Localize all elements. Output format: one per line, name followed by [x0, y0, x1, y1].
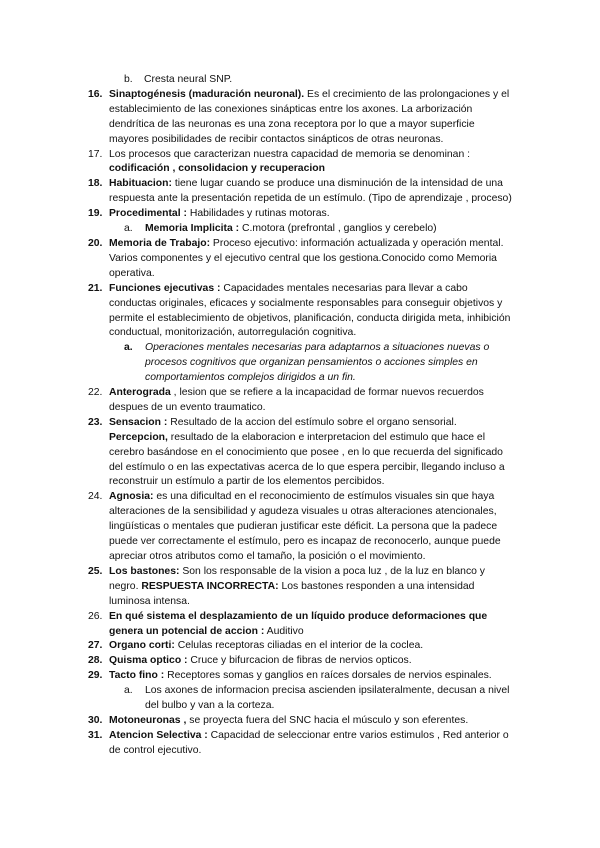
list-number: 24.: [88, 491, 103, 503]
term: Sinaptogénesis (maduración neuronal).: [109, 88, 305, 100]
definition: Los procesos que caracterizan nuestra capacidad de memoria se denominan :: [109, 148, 470, 160]
list-number: 23.: [88, 416, 103, 428]
list-number: 25.: [88, 565, 103, 577]
list-number: 30.: [88, 714, 103, 726]
term: Anterograda: [109, 387, 171, 399]
definition: es una dificultad en el reconocimiento de estímulos visuales sin que haya alteraciones de la sensibilidad y agudeza visuales u otras alteraciones atencionales, lingüísticas o mentales que pudieran justificar este déficit. La persona que la padece puede ver correctamente el estímulo, pero es incapaz de reconocerlo, aunque puede apreciar otros atributos como el tamaño, la posición o el movimiento.: [109, 491, 501, 562]
list-number: 28.: [88, 655, 103, 667]
list-letter: a.: [124, 342, 133, 354]
list-number: 27.: [88, 640, 103, 652]
definition: se proyecta fuera del SNC hacia el músculo y son eferentes.: [186, 714, 469, 726]
definition: Capacidades mentales necesarias para llevar a cabo conductas originales, eficaces y socialmente responsables para conseguir objetivos y permite el establecimiento de objetivos, planificación, conducta dirigida meta, inhibición conductual, monitorización, autorregulación cognitiva.: [109, 282, 511, 339]
list-item-17: [88, 148, 514, 178]
list-item-19: [88, 207, 514, 222]
term: Percepcion,: [109, 431, 168, 443]
definition: Operaciones mentales necesarias para adaptarnos a situaciones nuevas o procesos cognitivos que organizan pensamientos o acciones simples en comportamientos complejos dirigidos a un fin.: [145, 342, 490, 384]
list-letter: a.: [124, 685, 133, 697]
term: Habituacion:: [109, 178, 172, 190]
list-item-25: [88, 565, 514, 610]
definition: Los bastones responden a una intensidad luminosa intensa.: [109, 580, 475, 607]
list-item-31: [88, 729, 514, 759]
list-item-20: [88, 237, 514, 282]
term: Atencion Selectiva :: [109, 729, 208, 741]
definition: Resultado de la accion del estímulo sobre el organo sensorial.: [167, 416, 457, 428]
list-item-28: [88, 654, 514, 669]
list-number: 18.: [88, 178, 103, 190]
definition: Habilidades y rutinas motoras.: [186, 208, 330, 220]
list-letter: a.: [124, 223, 133, 235]
list-item-27: [88, 639, 514, 654]
term: Funciones ejecutivas :: [109, 282, 221, 294]
list-item-30: [88, 714, 514, 729]
term: codificación , consolidacion y recuperacion: [109, 163, 325, 175]
list-number: 22.: [88, 387, 103, 399]
list-number: 21.: [88, 282, 103, 294]
term: Motoneuronas ,: [109, 714, 187, 726]
list-item-21: [88, 282, 514, 342]
list-subitem-19a: [88, 222, 514, 237]
definition: Es el crecimiento de las prolongaciones y el establecimiento de las conexiones sinápticas entre los axones. La arborización dendrítica de las neuronas es una zona receptora por lo que a mayor superficie mayores posibilidades de recibir contactos sinápticos de otras neuronas.: [109, 88, 510, 145]
definition: Auditivo: [264, 625, 304, 637]
list-item-23: [88, 416, 514, 491]
list-item-18: [88, 177, 514, 207]
list-subitem-21a: [88, 341, 514, 386]
definition: Capacidad de seleccionar entre varios estimulos , Red anterior o de control ejecutivo.: [109, 729, 509, 756]
list-text: Cresta neural SNP.: [144, 74, 233, 85]
definition: Proceso ejecutivo: información actualizada y operación mental. Varios componentes y el ejecutivo central que los gestiona.Conocido como Memoria operativa.: [109, 237, 504, 279]
definition: tiene lugar cuando se produce una disminución de la intensidad de una respuesta ante la presentación repetida de un estímulo. (Tipo de aprendizaje , proceso): [109, 178, 512, 205]
term: Los bastones:: [109, 565, 180, 577]
list-item-24: [88, 490, 514, 565]
list-item-29: [88, 669, 514, 684]
term: RESPUESTA INCORRECTA:: [141, 580, 279, 592]
term: Tacto fino :: [109, 670, 165, 682]
list-item-26: [88, 610, 514, 640]
list-item-22: [88, 386, 514, 416]
definition: Son los responsable de la vision a poca luz , de la luz en blanco y negro.: [109, 565, 485, 592]
list-number: 20.: [88, 237, 103, 249]
definition: C.motora (prefrontal , ganglios y cerebelo): [239, 223, 437, 235]
term: Procedimental :: [109, 208, 187, 220]
definition: Cruce y bifurcacion de fibras de nervios opticos.: [187, 655, 412, 667]
term: Agnosia:: [109, 491, 154, 503]
term: Quisma optico :: [109, 655, 188, 667]
list-letter: b.: [124, 74, 133, 85]
term: En qué sistema el desplazamiento de un líquido produce deformaciones que genera un potencial de accion :: [109, 610, 488, 637]
list-number: 16.: [88, 88, 103, 100]
list-number: 31.: [88, 729, 103, 741]
term: Sensacion :: [109, 416, 168, 428]
list-number: 17.: [88, 148, 103, 160]
term: Organo corti:: [109, 640, 175, 652]
definition: , lesion que se refiere a la incapacidad de formar nuevos recuerdos despues de un evento traumatico.: [109, 387, 484, 413]
document-body: [88, 73, 514, 759]
list-number: 29.: [88, 670, 103, 682]
term: Memoria Implicita :: [145, 223, 240, 235]
definition: Celulas receptoras ciliadas en el interior de la coclea.: [174, 640, 424, 652]
definition: Receptores somas y ganglios en raíces dorsales de nervios espinales.: [164, 670, 492, 682]
list-subitem-29a: [88, 684, 514, 714]
definition: Los axones de informacion precisa ascienden ipsilateralmente, decusan a nivel del bulbo y van a la corteza.: [145, 685, 510, 712]
definition: resultado de la elaboracion e interpretacion del estimulo que hace el cerebro basándose en el conocimiento que posee , en lo que recuerda del significado del estímulo o en las expectativas acerca de lo que espera percibir, llegando incluso a reconstruir un estímulo a partir de los elementos percibidos.: [109, 431, 505, 488]
term: Memoria de Trabajo:: [109, 237, 211, 249]
list-number: 19.: [88, 208, 103, 220]
list-number: 26.: [88, 610, 103, 622]
list-subitem-b: [88, 73, 514, 88]
list-item-16: [88, 88, 514, 148]
